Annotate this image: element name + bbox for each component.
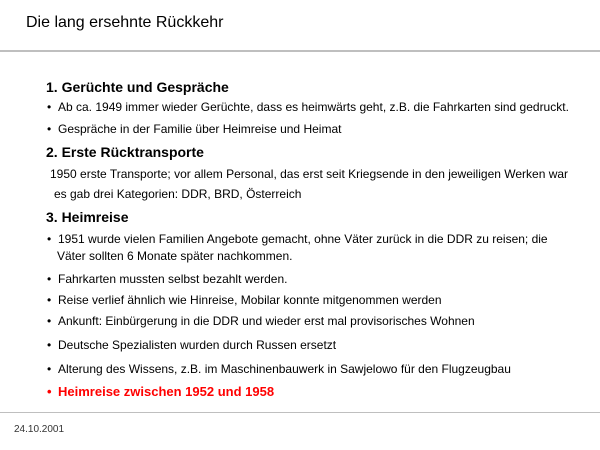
section-3-bullet-4: • Ankunft: Einbürgerung in die DDR und wieder erst mal provisorisches Wohnen [47, 314, 475, 328]
section-3-bullet-1: • 1951 wurde vielen Familien Angebote gemacht, ohne Väter zurück in die DDR zu reisen; die Väter sollten 6 Monate später nachkommen. [47, 232, 548, 263]
footer-date: 24.10.2001 [14, 424, 65, 435]
footer-divider [0, 412, 600, 413]
section-1-bullet-1: • Ab ca. 1949 immer wieder Gerüchte, dass es heimwärts geht, z.B. die Fahrkarten sind gedruckt. [47, 100, 569, 114]
slide-title: Die lang ersehnte Rückkehr [26, 14, 224, 31]
bullet-dot: • [47, 122, 52, 136]
bullet-dot: • [47, 232, 52, 246]
section-1-heading: 1. Gerüchte und Gespräche [46, 79, 229, 95]
bullet-dot: • [47, 362, 52, 376]
section-3-bullet-5: • Deutsche Spezialisten wurden durch Russen ersetzt [47, 338, 337, 352]
section-3-heading: 3. Heimreise [46, 209, 129, 225]
section-2-heading: 2. Erste Rücktransporte [46, 144, 204, 160]
section-3-bullet-3: • Reise verlief ähnlich wie Hinreise, Mobilar konnte mitgenommen werden [47, 293, 442, 307]
bullet-dot: • [47, 272, 52, 286]
bullet-dot: • [47, 100, 52, 114]
section-3-bullet-2: • Fahrkarten mussten selbst bezahlt werden. [47, 272, 288, 286]
section-2-text-line-1: 1950 erste Transporte; vor allem Personal, das erst seit Kriegsende in den jeweiligen Werken war [50, 167, 569, 181]
bullet-dot: • [47, 314, 52, 328]
bullet-dot: • [47, 338, 52, 352]
bullet-dot: • [47, 384, 52, 399]
section-1-bullet-2: • Gespräche in der Familie über Heimreise und Heimat [47, 122, 342, 136]
section-3-bullet-6: • Alterung des Wissens, z.B. im Maschinenbauwerk in Sawjelowo für den Flugzeugbau [47, 362, 511, 376]
bullet-dot: • [47, 293, 52, 307]
section-2-text-line-2: es gab drei Kategorien: DDR, BRD, Österreich [54, 187, 302, 201]
title-divider [0, 50, 600, 52]
section-3-bullet-highlight: • Heimreise zwischen 1952 und 1958 [47, 384, 275, 399]
